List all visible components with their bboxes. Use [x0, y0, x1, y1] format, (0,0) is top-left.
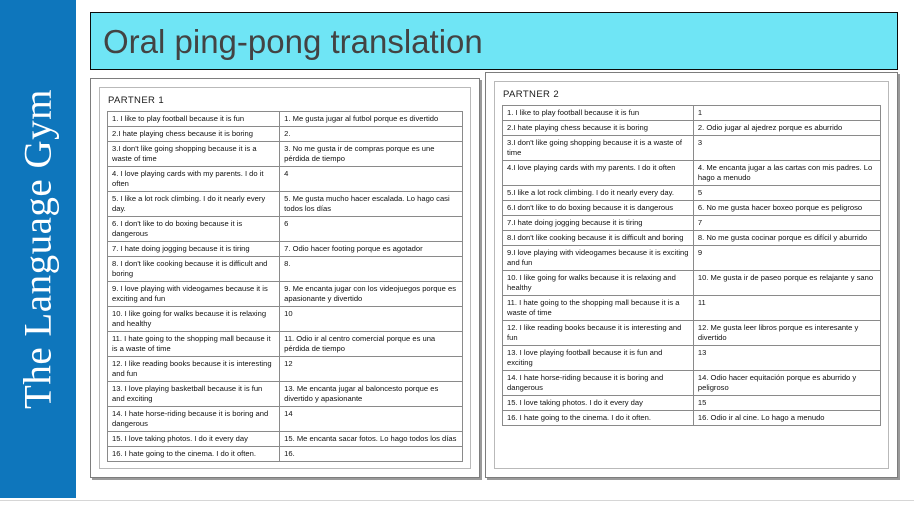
partner-2-frame	[494, 81, 889, 469]
sentence-english-cell: 14. I hate horse-riding because it is boring and dangerous	[108, 407, 280, 432]
table-row	[503, 271, 881, 296]
sentence-spanish-cell[interactable]: 13	[693, 346, 880, 371]
sentence-english-cell: 5.I like a lot rock climbing. I do it nearly every day.	[503, 186, 694, 201]
partner-1-frame	[99, 87, 471, 469]
table-row	[108, 447, 463, 462]
sentence-english-cell: 6. I don't like to do boxing because it is dangerous	[108, 217, 280, 242]
sentence-english-cell: 15. I love taking photos. I do it every day	[503, 396, 694, 411]
sentence-english-cell: 3.I don't like going shopping because it is a waste of time	[503, 136, 694, 161]
sentence-english-cell: 9. I love playing with videogames because it is exciting and fun	[108, 282, 280, 307]
sentence-spanish-cell[interactable]: 7	[693, 216, 880, 231]
slide-title-banner	[90, 12, 898, 70]
table-row	[108, 257, 463, 282]
sentence-english-cell: 1. I like to play football because it is fun	[503, 106, 694, 121]
sentence-english-cell: 11. I hate going to the shopping mall because it is a waste of time	[108, 332, 280, 357]
sentence-spanish-cell[interactable]: 4. Me encanta jugar a las cartas con mis padres. Lo hago a menudo	[693, 161, 880, 186]
sentence-spanish-cell[interactable]: 6. No me gusta hacer boxeo porque es peligroso	[693, 201, 880, 216]
sentence-spanish-cell[interactable]: 12	[280, 357, 463, 382]
table-row	[503, 396, 881, 411]
brand-sidebar	[0, 0, 76, 498]
sentence-spanish-cell[interactable]: 14. Odio hacer equitación porque es aburrido y peligroso	[693, 371, 880, 396]
sentence-spanish-cell[interactable]: 8. No me gusta cocinar porque es difícil y aburrido	[693, 231, 880, 246]
sentence-english-cell: 1. I like to play football because it is fun	[108, 112, 280, 127]
brand-name: The Language Gym	[16, 89, 60, 409]
table-row	[108, 192, 463, 217]
sentence-spanish-cell[interactable]: 3. No me gusta ir de compras porque es une pérdida de tiempo	[280, 142, 463, 167]
partner-1-label: PARTNER 1	[108, 95, 165, 106]
sentence-spanish-cell[interactable]: 15. Me encanta sacar fotos. Lo hago todos los días	[280, 432, 463, 447]
sentence-english-cell: 16. I hate going to the cinema. I do it often.	[108, 447, 280, 462]
partner-1-table	[107, 111, 463, 462]
sentence-english-cell: 9.I love playing with videogames because it is exciting and fun	[503, 246, 694, 271]
sentence-english-cell: 3.I don't like going shopping because it is a waste of time	[108, 142, 280, 167]
sentence-english-cell: 4. I love playing cards with my parents. I do it often	[108, 167, 280, 192]
page-title: Oral ping-pong translation	[103, 22, 483, 60]
sentence-spanish-cell[interactable]: 11. Odio ir al centro comercial porque es una pérdida de tiempo	[280, 332, 463, 357]
table-row	[108, 307, 463, 332]
table-row	[503, 161, 881, 186]
table-row	[108, 282, 463, 307]
table-row	[108, 332, 463, 357]
sentence-spanish-cell[interactable]: 16. Odio ir al cine. Lo hago a menudo	[693, 411, 880, 426]
sentence-english-cell: 8.I don't like cooking because it is difficult and boring	[503, 231, 694, 246]
sentence-english-cell: 10. I like going for walks because it is relaxing and healthy	[503, 271, 694, 296]
table-row	[503, 246, 881, 271]
table-row	[503, 411, 881, 426]
sentence-english-cell: 7.I hate doing jogging because it is tiring	[503, 216, 694, 231]
table-row	[108, 167, 463, 192]
sentence-english-cell: 2.I hate playing chess because it is boring	[503, 121, 694, 136]
table-row	[108, 432, 463, 447]
sentence-spanish-cell[interactable]: 13. Me encanta jugar al baloncesto porque es divertido y apasionante	[280, 382, 463, 407]
partner-2-table-body	[503, 106, 881, 426]
sentence-spanish-cell[interactable]: 10. Me gusta ir de paseo porque es relajante y sano	[693, 271, 880, 296]
table-row	[503, 121, 881, 136]
sentence-spanish-cell[interactable]: 12. Me gusta leer libros porque es interesante y divertido	[693, 321, 880, 346]
sentence-spanish-cell[interactable]: 14	[280, 407, 463, 432]
sentence-spanish-cell[interactable]: 15	[693, 396, 880, 411]
sentence-spanish-cell[interactable]: 1. Me gusta jugar al futbol porque es divertido	[280, 112, 463, 127]
sentence-spanish-cell[interactable]: 10	[280, 307, 463, 332]
sentence-spanish-cell[interactable]: 5	[693, 186, 880, 201]
sentence-english-cell: 2.I hate playing chess because it is boring	[108, 127, 280, 142]
sentence-english-cell: 13. I love playing football because it is fun and exciting	[503, 346, 694, 371]
table-row	[503, 186, 881, 201]
table-row	[503, 321, 881, 346]
sentence-english-cell: 15. I love taking photos. I do it every day	[108, 432, 280, 447]
sentence-english-cell: 5. I like a lot rock climbing. I do it nearly every day.	[108, 192, 280, 217]
table-row	[503, 136, 881, 161]
sentence-english-cell: 4.I love playing cards with my parents. I do it often	[503, 161, 694, 186]
table-row	[503, 296, 881, 321]
sentence-spanish-cell[interactable]: 4	[280, 167, 463, 192]
sentence-english-cell: 8. I don't like cooking because it is difficult and boring	[108, 257, 280, 282]
sentence-english-cell: 7. I hate doing jogging because it is tiring	[108, 242, 280, 257]
sentence-english-cell: 12. I like reading books because it is interesting and fun	[108, 357, 280, 382]
table-row	[108, 112, 463, 127]
sentence-spanish-cell[interactable]: 9	[693, 246, 880, 271]
sentence-english-cell: 13. I love playing basketball because it is fun and exciting	[108, 382, 280, 407]
table-row	[503, 106, 881, 121]
sentence-spanish-cell[interactable]: 6	[280, 217, 463, 242]
partner-2-panel	[485, 72, 898, 478]
table-row	[108, 127, 463, 142]
partner-2-label: PARTNER 2	[503, 89, 560, 100]
table-row	[503, 201, 881, 216]
sentence-english-cell: 6.I don't like to do boxing because it is dangerous	[503, 201, 694, 216]
table-row	[503, 216, 881, 231]
sentence-spanish-cell[interactable]: 2. Odio jugar al ajedrez porque es aburrido	[693, 121, 880, 136]
table-row	[503, 371, 881, 396]
sentence-english-cell: 14. I hate horse-riding because it is boring and dangerous	[503, 371, 694, 396]
slide-bottom-strip	[0, 500, 914, 513]
partner-2-table	[502, 105, 881, 426]
table-row	[108, 382, 463, 407]
table-row	[108, 242, 463, 257]
table-row	[108, 357, 463, 382]
sentence-spanish-cell[interactable]: 7. Odio hacer footing porque es agotador	[280, 242, 463, 257]
table-row	[503, 346, 881, 371]
sentence-spanish-cell[interactable]: 8.	[280, 257, 463, 282]
sentence-spanish-cell[interactable]: 2.	[280, 127, 463, 142]
sentence-spanish-cell[interactable]: 1	[693, 106, 880, 121]
sentence-english-cell: 12. I like reading books because it is interesting and fun	[503, 321, 694, 346]
sentence-english-cell: 10. I like going for walks because it is relaxing and healthy	[108, 307, 280, 332]
table-row	[108, 217, 463, 242]
partner-1-panel	[90, 78, 480, 478]
sentence-english-cell: 11. I hate going to the shopping mall because it is a waste of time	[503, 296, 694, 321]
table-row	[108, 142, 463, 167]
table-row	[503, 231, 881, 246]
sentence-spanish-cell[interactable]: 5. Me gusta mucho hacer escalada. Lo hago casi todos los días	[280, 192, 463, 217]
sentence-spanish-cell[interactable]: 3	[693, 136, 880, 161]
sentence-spanish-cell[interactable]: 9. Me encanta jugar con los videojuegos porque es apasionante y divertido	[280, 282, 463, 307]
sentence-english-cell: 16. I hate going to the cinema. I do it often.	[503, 411, 694, 426]
sentence-spanish-cell[interactable]: 16.	[280, 447, 463, 462]
sentence-spanish-cell[interactable]: 11	[693, 296, 880, 321]
table-row	[108, 407, 463, 432]
partner-1-table-body	[108, 112, 463, 462]
